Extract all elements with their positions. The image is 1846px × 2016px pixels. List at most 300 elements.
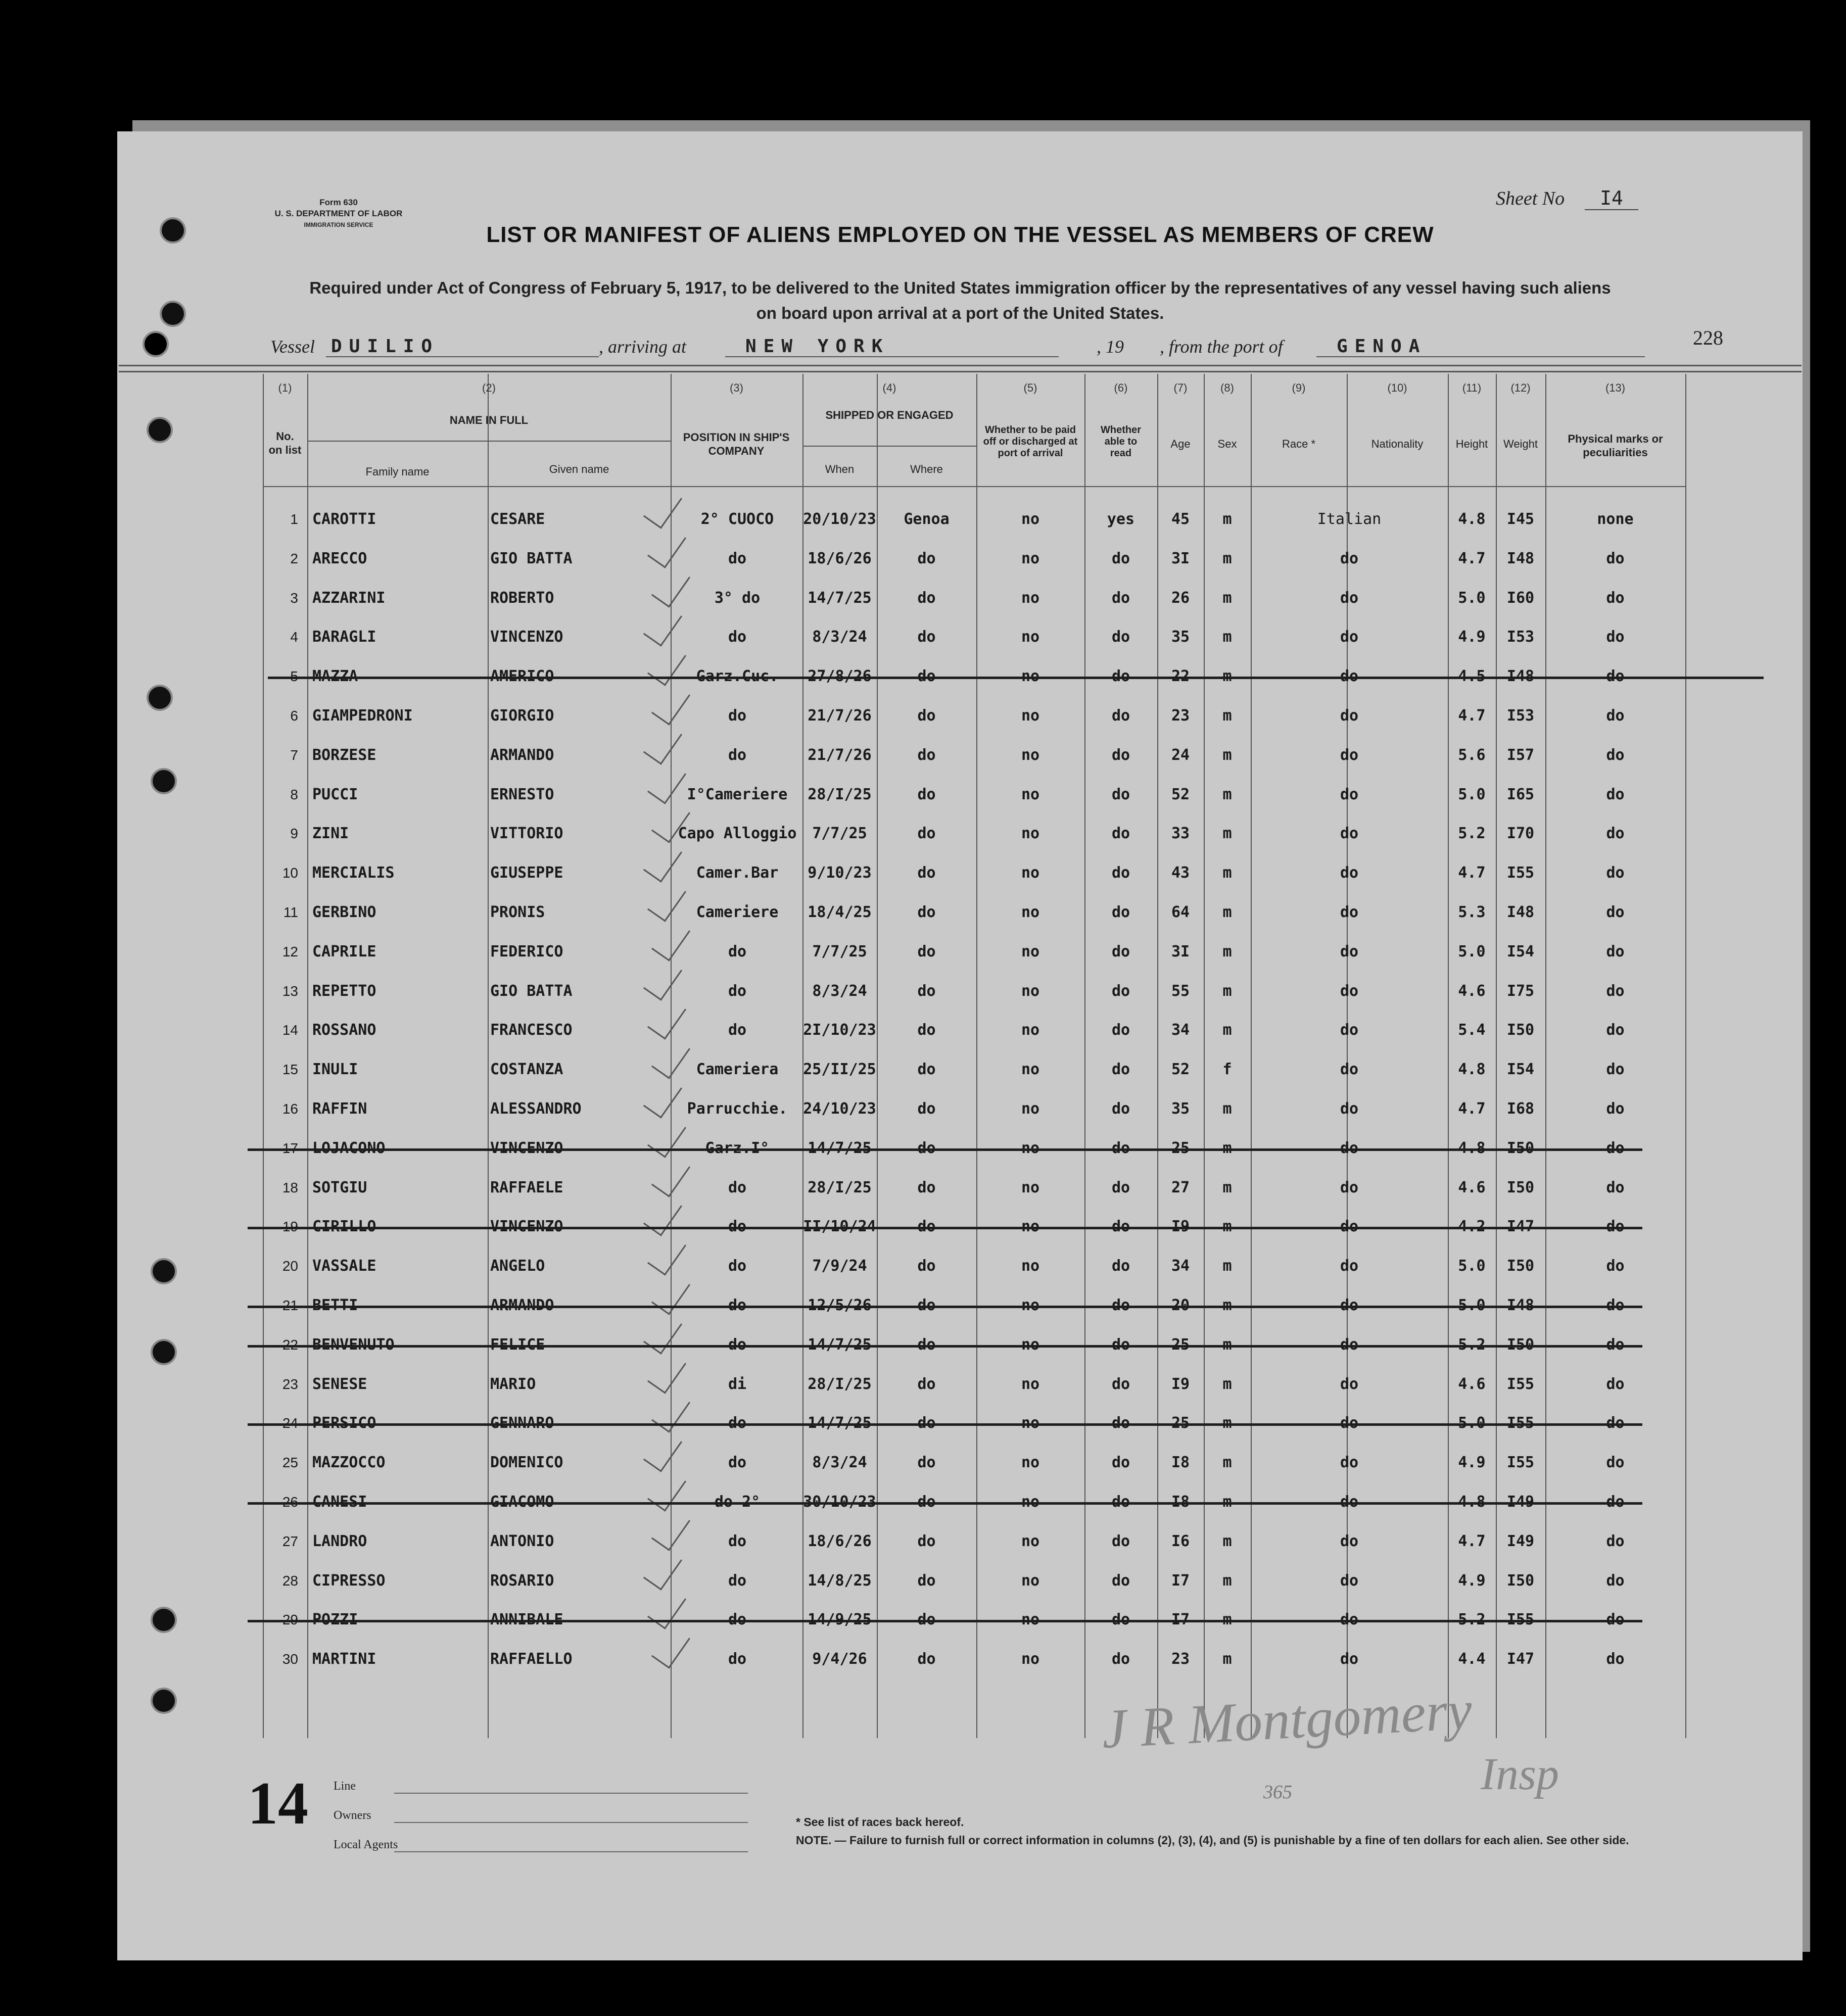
cell-position: do xyxy=(728,942,747,961)
cell-read: do xyxy=(1111,1297,1130,1314)
cell-sex: m xyxy=(1222,589,1232,607)
sheet-number-label: Sheet No xyxy=(1496,188,1565,209)
cell-age: 3I xyxy=(1171,942,1190,961)
cell-where: do xyxy=(917,825,936,843)
binder-hole xyxy=(151,1339,177,1365)
cell-no: 12 xyxy=(282,943,298,959)
binder-hole xyxy=(151,768,177,794)
cell-when: 18/4/25 xyxy=(808,903,872,921)
cell-age: 43 xyxy=(1171,864,1190,882)
strike-through-line xyxy=(248,1620,1642,1622)
cell-position: do xyxy=(728,1611,747,1629)
cell-weight: I54 xyxy=(1506,1061,1535,1079)
header-when: When xyxy=(825,463,855,475)
colnum-4: (4) xyxy=(882,381,896,394)
cell-family: SENESE xyxy=(312,1375,367,1393)
cell-age: 64 xyxy=(1171,903,1190,921)
cell-where: do xyxy=(917,589,936,607)
cell-family: LANDRO xyxy=(312,1532,367,1550)
cell-when: 18/6/26 xyxy=(808,1532,872,1550)
cell-sex: m xyxy=(1222,1611,1232,1629)
cell-weight: I55 xyxy=(1506,1611,1535,1629)
cell-position: do xyxy=(728,1532,747,1550)
department-name: U. S. DEPARTMENT OF LABOR xyxy=(274,209,403,218)
cell-family: REPETTO xyxy=(312,982,376,1000)
cell-race: do xyxy=(1340,1454,1359,1472)
cell-read: do xyxy=(1111,1139,1130,1157)
cell-marks: do xyxy=(1606,1021,1625,1039)
binder-hole xyxy=(151,1258,177,1284)
line-underline xyxy=(394,1793,748,1794)
cell-sex: m xyxy=(1222,746,1232,764)
cell-position: do xyxy=(728,1297,747,1314)
cell-given: GIO BATTA xyxy=(490,549,573,567)
header-height: Height xyxy=(1455,438,1488,450)
cell-sex: m xyxy=(1222,1571,1232,1590)
cell-where: Genoa xyxy=(904,510,950,528)
cell-height: 4.7 xyxy=(1458,1100,1486,1118)
cell-position: do xyxy=(728,1178,747,1196)
cell-when: 14/9/25 xyxy=(808,1611,872,1629)
binder-hole xyxy=(147,685,173,711)
cell-given: ROBERTO xyxy=(490,589,554,607)
cell-given: ERNESTO xyxy=(490,785,554,803)
cell-position: Parrucchie. xyxy=(687,1100,788,1118)
cell-sex: m xyxy=(1222,1218,1232,1236)
cell-family: CAPRILE xyxy=(312,942,376,961)
cell-read: do xyxy=(1111,942,1130,961)
cell-position: Garz.Cuc. xyxy=(696,667,779,686)
cell-paid: no xyxy=(1021,1335,1040,1354)
cell-read: do xyxy=(1111,628,1130,646)
cell-family: BENVENUTO xyxy=(312,1335,395,1354)
cell-family: BORZESE xyxy=(312,746,376,764)
cell-race: do xyxy=(1340,1100,1359,1118)
cell-family: PUCCI xyxy=(312,785,358,803)
cell-no: 11 xyxy=(283,904,298,920)
cell-height: 5.0 xyxy=(1458,785,1486,803)
cell-weight: I49 xyxy=(1506,1532,1535,1550)
cell-age: 25 xyxy=(1171,1335,1190,1354)
cell-given: ROSARIO xyxy=(490,1571,554,1590)
cell-when: 28/I/25 xyxy=(808,1178,872,1196)
cell-age: 23 xyxy=(1171,707,1190,725)
cell-given: ANNIBALE xyxy=(490,1611,563,1629)
cell-age: I7 xyxy=(1171,1611,1190,1629)
cell-position: Cameriera xyxy=(696,1061,779,1079)
cell-given: ALESSANDRO xyxy=(490,1100,582,1118)
cell-family: POZZI xyxy=(312,1611,358,1629)
cell-paid: no xyxy=(1021,1571,1040,1590)
colnum-9: (9) xyxy=(1292,381,1306,394)
cell-height: 5.0 xyxy=(1458,1257,1486,1275)
cell-race: do xyxy=(1340,903,1359,921)
cell-read: do xyxy=(1111,982,1130,1000)
cell-given: AMERICO xyxy=(490,667,554,686)
cell-race: do xyxy=(1340,1335,1359,1354)
strike-through-line xyxy=(248,1148,1642,1151)
cell-height: 4.7 xyxy=(1458,1532,1486,1550)
cell-marks: none xyxy=(1597,510,1634,528)
cell-marks: do xyxy=(1606,1335,1625,1354)
cell-where: do xyxy=(917,1297,936,1314)
cell-given: RAFFAELE xyxy=(490,1178,563,1196)
cell-position: Cameriere xyxy=(696,903,779,921)
cell-no: 23 xyxy=(282,1376,298,1392)
cell-sex: m xyxy=(1222,667,1232,686)
cell-race: do xyxy=(1340,1611,1359,1629)
cell-marks: do xyxy=(1606,785,1625,803)
cell-no: 30 xyxy=(282,1651,298,1667)
cell-paid: no xyxy=(1021,707,1040,725)
cell-weight: I50 xyxy=(1506,1257,1535,1275)
cell-position: 2° CUOCO xyxy=(700,510,774,528)
cell-where: do xyxy=(917,1178,936,1196)
cell-paid: no xyxy=(1021,667,1040,686)
colnum-10: (10) xyxy=(1387,381,1407,394)
cell-marks: do xyxy=(1606,1532,1625,1550)
cell-age: 34 xyxy=(1171,1257,1190,1275)
cell-marks: do xyxy=(1606,864,1625,882)
cell-where: do xyxy=(917,1061,936,1079)
colnum-1: (1) xyxy=(278,381,292,394)
sheet-number-value: I4 xyxy=(1585,187,1638,210)
cell-sex: m xyxy=(1222,707,1232,725)
cell-sex: m xyxy=(1222,1257,1232,1275)
header-rule xyxy=(119,365,1802,366)
strike-through-line xyxy=(248,1502,1642,1505)
cell-marks: do xyxy=(1606,1178,1625,1196)
header-given-name: Given name xyxy=(549,463,609,475)
cell-family: GIAMPEDRONI xyxy=(312,707,413,725)
cell-when: 7/7/25 xyxy=(812,942,867,961)
colnum-5: (5) xyxy=(1023,381,1037,394)
cell-no: 16 xyxy=(282,1101,298,1117)
cell-position: do xyxy=(728,1257,747,1275)
cell-where: do xyxy=(917,1100,936,1118)
cell-weight: I55 xyxy=(1506,1375,1535,1393)
cell-given: VINCENZO xyxy=(490,1139,563,1157)
cell-given: COSTANZA xyxy=(490,1061,563,1079)
colnum-8: (8) xyxy=(1220,381,1234,394)
footnotes xyxy=(796,1813,1629,1849)
cell-where: do xyxy=(917,549,936,567)
cell-where: do xyxy=(917,864,936,882)
colnum-12: (12) xyxy=(1510,381,1531,394)
cell-age: 35 xyxy=(1171,1100,1190,1118)
cell-no: 10 xyxy=(282,865,298,881)
cell-read: do xyxy=(1111,1021,1130,1039)
colnum-3: (3) xyxy=(730,381,743,394)
cell-age: I9 xyxy=(1171,1218,1190,1236)
cell-age: 35 xyxy=(1171,628,1190,646)
cell-no: 5 xyxy=(290,668,298,685)
cell-where: do xyxy=(917,1454,936,1472)
cell-no: 22 xyxy=(282,1336,298,1353)
cell-marks: do xyxy=(1606,1414,1625,1432)
owners-label: Owners xyxy=(334,1809,371,1822)
strike-through-line xyxy=(248,1423,1642,1426)
cell-when: 8/3/24 xyxy=(812,628,867,646)
cell-read: do xyxy=(1111,1414,1130,1432)
cell-given: GIUSEPPE xyxy=(490,864,563,882)
cell-marks: do xyxy=(1606,1454,1625,1472)
cell-position: do xyxy=(728,1454,747,1472)
cell-age: 27 xyxy=(1171,1178,1190,1196)
header-sex: Sex xyxy=(1217,438,1237,450)
cell-marks: do xyxy=(1606,628,1625,646)
cell-sex: m xyxy=(1222,1532,1232,1550)
cell-no: 14 xyxy=(282,1022,298,1038)
cell-age: I8 xyxy=(1171,1493,1190,1511)
cell-age: 45 xyxy=(1171,510,1190,528)
cell-height: 5.2 xyxy=(1458,825,1486,843)
cell-when: 18/6/26 xyxy=(808,549,872,567)
cell-family: MARTINI xyxy=(312,1650,376,1668)
cell-height: 5.3 xyxy=(1458,903,1486,921)
arriving-underline xyxy=(725,356,1059,357)
cell-when: 14/7/25 xyxy=(808,1414,872,1432)
cell-sex: m xyxy=(1222,825,1232,843)
cell-family: GERBINO xyxy=(312,903,376,921)
cell-where: do xyxy=(917,1611,936,1629)
cell-marks: do xyxy=(1606,1139,1625,1157)
cell-position: do xyxy=(728,1021,747,1039)
cell-when: 21/7/26 xyxy=(808,746,872,764)
cell-weight: I55 xyxy=(1506,1414,1535,1432)
header-physical-marks: Physical marks or peculiarities xyxy=(1568,433,1663,459)
binder-hole xyxy=(160,301,186,327)
cell-age: 24 xyxy=(1171,746,1190,764)
cell-paid: no xyxy=(1021,1493,1040,1511)
cell-family: ZINI xyxy=(312,825,349,843)
vessel-name: DUILIO xyxy=(331,336,440,357)
header-no-on-list: No. on list xyxy=(268,430,302,456)
colnum-11: (11) xyxy=(1462,381,1482,394)
cell-given: FELICE xyxy=(490,1335,545,1354)
cell-position: do xyxy=(728,746,747,764)
cell-race: do xyxy=(1340,1297,1359,1314)
cell-age: 26 xyxy=(1171,589,1190,607)
cell-when: 25/II/25 xyxy=(803,1061,876,1079)
cell-marks: do xyxy=(1606,1611,1625,1629)
cell-given: GENNARO xyxy=(490,1414,554,1432)
cell-marks: do xyxy=(1606,942,1625,961)
cell-weight: I48 xyxy=(1506,549,1535,567)
cell-family: RAFFIN xyxy=(312,1100,367,1118)
cell-family: PERSICO xyxy=(312,1414,376,1432)
cell-race: do xyxy=(1340,785,1359,803)
cell-height: 4.7 xyxy=(1458,707,1486,725)
cell-position: do xyxy=(728,1414,747,1432)
cell-marks: do xyxy=(1606,667,1625,686)
cell-paid: no xyxy=(1021,510,1040,528)
cell-paid: no xyxy=(1021,589,1040,607)
document-title: LIST OR MANIFEST OF ALIENS EMPLOYED ON THE VESSEL AS MEMBERS OF CREW xyxy=(486,222,1434,247)
cell-read: do xyxy=(1111,667,1130,686)
cell-position: do xyxy=(728,1218,747,1236)
cell-height: 4.6 xyxy=(1458,1375,1486,1393)
page-reference-number: 228 xyxy=(1693,326,1723,349)
binder-hole xyxy=(147,417,173,443)
cell-sex: m xyxy=(1222,903,1232,921)
cell-age: I8 xyxy=(1171,1454,1190,1472)
cell-family: SOTGIU xyxy=(312,1178,367,1196)
cell-marks: do xyxy=(1606,1100,1625,1118)
binder-hole xyxy=(151,1607,177,1633)
cell-sex: m xyxy=(1222,1414,1232,1432)
cell-marks: do xyxy=(1606,1650,1625,1668)
cell-given: VITTORIO xyxy=(490,825,563,843)
header-paid-off: Whether to be paid off or discharged at port of arrival xyxy=(983,424,1078,459)
cell-given: GIACOMO xyxy=(490,1493,554,1511)
vessel-label: Vessel xyxy=(270,337,315,357)
from-port: GENOA xyxy=(1337,336,1427,357)
cell-race: do xyxy=(1340,1375,1359,1393)
cell-read: do xyxy=(1111,1375,1130,1393)
cell-where: do xyxy=(917,1414,936,1432)
cell-paid: no xyxy=(1021,1375,1040,1393)
cell-marks: do xyxy=(1606,1061,1625,1079)
cell-read: do xyxy=(1111,707,1130,725)
cell-read: do xyxy=(1111,1178,1130,1196)
cell-family: BARAGLI xyxy=(312,628,376,646)
cell-sex: m xyxy=(1222,1297,1232,1314)
cell-race: do xyxy=(1340,1532,1359,1550)
form-identifier xyxy=(263,197,414,230)
column-divider xyxy=(1685,374,1686,1738)
cell-no: 8 xyxy=(290,786,298,802)
cell-when: 8/3/24 xyxy=(812,982,867,1000)
cell-height: 4.8 xyxy=(1458,1139,1486,1157)
cell-where: do xyxy=(917,667,936,686)
cell-where: do xyxy=(917,1021,936,1039)
cell-where: do xyxy=(917,1571,936,1590)
cell-read: do xyxy=(1111,746,1130,764)
cell-read: do xyxy=(1111,1611,1130,1629)
cell-no: 3 xyxy=(290,590,298,606)
cell-where: do xyxy=(917,746,936,764)
cell-height: 4.5 xyxy=(1458,667,1486,686)
cell-when: 14/8/25 xyxy=(808,1571,872,1590)
sheet-big-number: 14 xyxy=(248,1769,308,1837)
cell-when: 7/9/24 xyxy=(812,1257,867,1275)
cell-position: do xyxy=(728,1650,747,1668)
cell-read: do xyxy=(1111,1061,1130,1079)
cell-age: 33 xyxy=(1171,825,1190,843)
colnum-7: (7) xyxy=(1173,381,1188,394)
cell-given: ARMANDO xyxy=(490,746,554,764)
cell-no: 28 xyxy=(282,1572,298,1589)
cell-where: do xyxy=(917,1139,936,1157)
cell-no: 27 xyxy=(282,1533,298,1549)
cell-where: do xyxy=(917,982,936,1000)
colnum-13: (13) xyxy=(1605,381,1626,394)
cell-no: 25 xyxy=(282,1455,298,1471)
cell-race: do xyxy=(1340,667,1359,686)
cell-weight: I50 xyxy=(1506,1335,1535,1354)
cell-no: 24 xyxy=(282,1415,298,1431)
vessel-name-underline xyxy=(326,356,599,357)
cell-family: MERCIALIS xyxy=(312,864,395,882)
cell-height: 5.0 xyxy=(1458,1414,1486,1432)
cell-height: 4.2 xyxy=(1458,1218,1486,1236)
document-subtitle xyxy=(263,275,1658,326)
cell-position: do xyxy=(728,982,747,1000)
cell-family: CANESI xyxy=(312,1493,367,1511)
cell-marks: do xyxy=(1606,589,1625,607)
cell-age: 52 xyxy=(1171,785,1190,803)
cell-position: I°Cameriere xyxy=(687,785,788,803)
cell-sex: m xyxy=(1222,1493,1232,1511)
cell-when: 8/3/24 xyxy=(812,1454,867,1472)
cell-weight: I55 xyxy=(1506,864,1535,882)
cell-race: do xyxy=(1340,1571,1359,1590)
cell-read: do xyxy=(1111,1532,1130,1550)
service-name: IMMIGRATION SERVICE xyxy=(304,221,373,228)
pencil-number: 365 xyxy=(1263,1782,1292,1803)
cell-no: 13 xyxy=(282,983,298,999)
cell-read: do xyxy=(1111,1493,1130,1511)
cell-when: 20/10/23 xyxy=(803,510,876,528)
cell-when: 9/10/23 xyxy=(808,864,872,882)
cell-race: do xyxy=(1340,549,1359,567)
cell-position: di xyxy=(728,1375,747,1393)
cell-weight: I53 xyxy=(1506,707,1535,725)
cell-no: 18 xyxy=(282,1179,298,1195)
cell-when: 14/7/25 xyxy=(808,589,872,607)
cell-no: 29 xyxy=(282,1612,298,1628)
cell-paid: no xyxy=(1021,1257,1040,1275)
cell-family: LOJACONO xyxy=(312,1139,386,1157)
cell-height: 5.2 xyxy=(1458,1611,1486,1629)
cell-marks: do xyxy=(1606,1375,1625,1393)
cell-when: 28/I/25 xyxy=(808,785,872,803)
cell-race: do xyxy=(1340,1178,1359,1196)
cell-sex: m xyxy=(1222,1100,1232,1118)
cell-age: 25 xyxy=(1171,1139,1190,1157)
year-label: , 19 xyxy=(1097,337,1124,357)
cell-given: ANTONIO xyxy=(490,1532,554,1550)
cell-sex: m xyxy=(1222,1021,1232,1039)
cell-paid: no xyxy=(1021,1611,1040,1629)
cell-height: 4.9 xyxy=(1458,1454,1486,1472)
cell-where: do xyxy=(917,1493,936,1511)
cell-age: 34 xyxy=(1171,1021,1190,1039)
cell-race: do xyxy=(1340,1061,1359,1079)
cell-height: 5.0 xyxy=(1458,589,1486,607)
strike-through-line xyxy=(248,1227,1642,1229)
cell-paid: no xyxy=(1021,1061,1040,1079)
signature-title: Insp xyxy=(1481,1749,1559,1799)
cell-when: 2I/10/23 xyxy=(803,1021,876,1039)
cell-when: 28/I/25 xyxy=(808,1375,872,1393)
signature-name: J R Montgomery xyxy=(1100,1678,1474,1760)
cell-weight: I47 xyxy=(1506,1650,1535,1668)
cell-race: Italian xyxy=(1317,510,1382,528)
cell-no: 1 xyxy=(290,511,298,527)
colnum-6: (6) xyxy=(1114,381,1128,394)
cell-where: do xyxy=(917,1218,936,1236)
cell-read: do xyxy=(1111,1454,1130,1472)
cell-read: do xyxy=(1111,1257,1130,1275)
local-agents-label: Local Agents xyxy=(334,1838,398,1851)
cell-family: ROSSANO xyxy=(312,1021,376,1039)
cell-no: 6 xyxy=(290,708,298,724)
header-bottom-rule xyxy=(263,486,1685,487)
cell-race: do xyxy=(1340,707,1359,725)
cell-race: do xyxy=(1340,825,1359,843)
